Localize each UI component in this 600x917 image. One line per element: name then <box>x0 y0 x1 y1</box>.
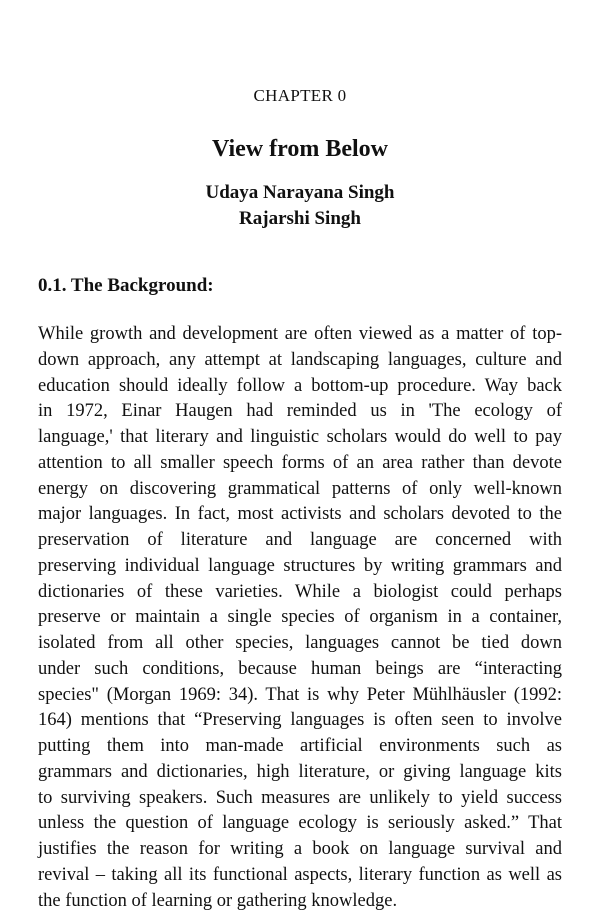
text-line: dictionaries of these varieties. While a biologist could perhaps <box>38 581 562 602</box>
author-name: Rajarshi Singh <box>239 208 361 229</box>
text-line: education should ideally follow a bottom-up procedure. Way back <box>38 375 562 396</box>
text-line: energy on discovering grammatical patterns of only well-known <box>38 478 562 499</box>
text-line: preserving individual language structures by writing grammars and <box>38 555 562 576</box>
text-line: unless the question of language ecology is seriously asked.” That <box>38 813 562 834</box>
text-line: preserve or maintain a single species of organism in a container, <box>38 607 562 628</box>
text-line: in 1972, Einar Haugen had reminded us in 'The ecology of <box>38 401 562 422</box>
text-line: to surviving speakers. Such measures are unlikely to yield success <box>38 787 562 808</box>
text-line: grammars and dictionaries, high literature, or giving language kits <box>38 761 562 782</box>
text-line: 164) mentions that “Preserving languages is often seen to involve <box>38 710 562 731</box>
text-line: major languages. In fact, most activists and scholars devoted to the <box>38 504 562 525</box>
author-name: Udaya Narayana Singh <box>205 182 395 203</box>
text-line: the function of learning or gathering knowledge. <box>38 890 398 911</box>
text-line: down approach, any attempt at landscaping languages, culture and <box>38 349 562 370</box>
text-line: While growth and development are often viewed as a matter of top- <box>38 324 562 344</box>
text-line: language,' that literary and linguistic scholars would do well to pay <box>38 427 562 447</box>
section-heading: 0.1. The Background: <box>38 275 214 296</box>
body-paragraph <box>38 322 562 914</box>
text-line: putting them into man-made artificial environments such as <box>38 736 562 756</box>
text-line: species" (Morgan 1969: 34). That is why Peter Mühlhäusler (1992: <box>38 684 562 705</box>
text-line: revival – taking all its functional aspects, literary function as well as <box>38 864 562 885</box>
text-line: attention to all smaller speech forms of an area rather than devote <box>38 452 562 473</box>
text-line: justifies the reason for writing a book on language survival and <box>38 839 562 859</box>
text-line: isolated from all other species, languages cannot be tied down <box>38 633 562 653</box>
chapter-label: CHAPTER 0 <box>253 86 347 105</box>
author-list <box>0 180 600 232</box>
text-line: under such conditions, because human beings are “interacting <box>38 658 562 679</box>
text-line: preservation of literature and language are concerned with <box>38 530 562 550</box>
chapter-title: View from Below <box>212 136 388 162</box>
